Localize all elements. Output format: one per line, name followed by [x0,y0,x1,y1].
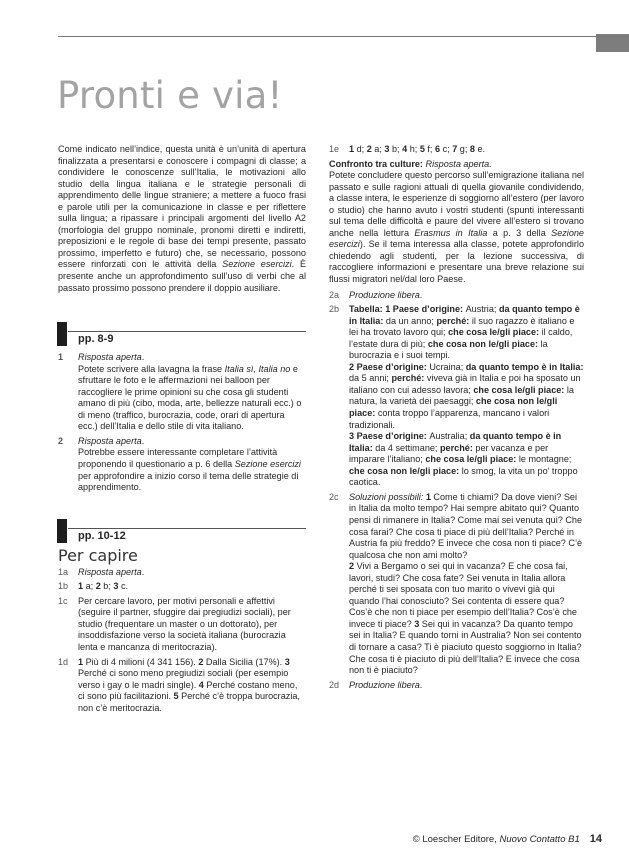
section-rule [68,528,306,529]
answer-row-2: 2 Paese d’origine: Ucraina; da quanto tempo è in Italia: da 5 anni; perché: viveva già in Italia e poi ha sposato un italiano con cui adesso lavora; che cosa le/gli piace: la natura, la varietà dei paesaggi; che cosa non le/gli piace: conta troppo l’apparenza, mancano i valori tradizionali. [349,361,584,430]
exercise-number: 2b [329,304,340,315]
page-footer: © Loescher Editore, Nuovo Contatto B1 14 [412,833,602,845]
exercise-2: 2 Risposta aperta. Potrebbe essere interessante completare l’attività proponendo il questionario a p. 6 della Sezione esercizi per approfondire a inizio corso il tema delle strategie di apprendimento. [58,435,301,493]
exercise-number: 2d [329,679,340,690]
page-title: Pronti e via! [57,74,283,117]
section-title-per-capire: Per capire [58,545,138,565]
exercise-1: 1 Risposta aperta. Potete scrivere alla lavagna la frase Italia sì, Italia no e sfruttare le foto e le affermazioni nei balloon per raccogliere le prime opinioni su che cosa gli studenti amano di più (cibo, moda, arte, bellezze naturali ecc.) o di meno (traffico, burocrazia, code, orari di apertura ecc.) dell’Italia e dello stile di vita italiano. [58,352,302,432]
page-number: 14 [589,833,602,845]
section-rule [68,331,306,332]
exercise-1a: 1a Risposta aperta. [58,566,145,577]
exercise-number: 1b [58,581,69,592]
section-header-pp-8-9 [58,322,306,346]
right-column [329,143,584,694]
page-range: pp. 8-9 [78,333,114,346]
exercise-2b [329,304,584,489]
exercise-1b: 1b 1 a; 2 b; 3 c. [58,581,129,592]
exercise-number: 1a [58,566,69,577]
exercise-1e: 1e 1 d; 2 a; 3 b; 4 h; 5 f; 6 c; 7 g; 8 e. [329,144,486,154]
section-marker [57,519,67,543]
answer-row-1: Tabella: 1 Paese d’origine: Austria; da quanto tempo è in Italia: da un anno; perché: il suo ragazzo è italiano e lei ha trovato lavoro qui; che cosa le/gli piace: il caldo, l’estate dura di più; che cosa non le/gli piace: la burocrazia e i suoi tempi. [349,304,580,361]
section-marker [57,322,67,346]
exercise-2d: 2d Produzione libera. [329,679,423,690]
exercise-1c: 1c Per cercare lavoro, per motivi personali e affettivi (seguire il partner, sfuggire dai pregiudizi sociali), per studio (frequentare un master o un dottorato), per insoddisfazione verso la società italiana (burocrazia lenta e mancanza di meritocrazia). [58,595,291,652]
exercise-number: 2 [58,435,64,446]
exercise-1d: 1d 1 Più di 4 milioni (4 341 156). 2 Dalla Sicilia (17%). 3 Perché ci sono meno pregiudizi sociali (per esempio verso i gay o le madri single). 4 Perché costano meno, ci sono più facilitazioni. 5 Perché c’è troppa burocrazia, non c’è meritocrazia. [58,656,300,713]
exercise-2c: 2c Soluzioni possibili: 1 Come ti chiami? Da dove vieni? Sei in Italia da molto tempo? Hai sempre abitato qui? Quanto pensi di rimanere in Italia? Come mai sei venuta qui? Che cosa farai? Che cosa ti piace di più dell’Italia? Perché in Austria fa più freddo? E invece che cosa non ti piace? C’è qualcosa che non ami molto? 2 Vivi a Bergamo o sei qui in vacanza? E che cosa fai, lavori, studi? Che cosa fate? Sei venuta in Italia allora perché ti sei sposata con tuo marito o vivevi già qui quando l’hai conosciuto? Sei contenta di essere qua? Cos’è che non ti piace per esempio dell’Italia? Cos’è che invece ti piace? 3 Sei qui in vacanza? Da quanto tempo sei in Italia? E quando torni in Australia? Non sei contento di tornare a casa? Ti è piaciuto questo soggiorno in Italia? Che cosa ti è piaciuto di più dell’Italia? E invece che cosa non ti è piaciuto? [329,491,583,676]
exercise-number: 1 [58,352,64,363]
page-range: pp. 10-12 [78,529,126,542]
left-column [58,144,306,717]
intro-paragraph: Come indicato nell’indice, questa unità è un’unità di apertura finalizzata a presentarsi e conoscere i compagni di classe; a condividere le conoscenze sull’Italia, le motivazioni allo studio della lingua italiana e le strategie personali di apprendimento delle lingue straniere; a mettere a fuoco frasi e parole utili per la comunicazione in classe e per riflettere sulla lingua; a ripassare i principali argomenti del livello A2 (morfologia del gruppo nominale, pronomi diretti e indiretti, preposizioni e le regole di base dei tempi presente, passato prossimo, imperfetto e futuro) che, se necessario, possono essere rinforzati con le attività della Sezione esercizi. È presente anche un approfondimento sull’uso di verbi che al passato prossimo possono prendere il doppio ausiliare. [58,144,307,293]
exercise-number: 2c [329,491,339,502]
exercise-number: 2a [329,289,340,300]
title-rule [58,36,629,37]
answer-row-3: 3 Paese d’origine: Australia; da quanto tempo è in Italia: da 4 settimane; perché: per vacanza e per imparare l’italiano; che cosa le/gli piace: le montagne; che cosa non le/gli piace: lo smog, la vita un po’ troppo caotica. [349,431,578,488]
section-header-pp-10-12 [58,519,306,543]
exercise-number: 1e [329,144,340,154]
exercise-2a: 2a Produzione libera. [329,289,423,300]
book-title: Nuovo Contatto B1 [499,834,580,845]
confronto-tra-culture: Confronto tra culture: Risposta aperta. Potete concludere questo percorso sull’emigrazione italiana nel passato e sulle ragioni attuali di quella giovanile condividendo, a classe intera, le esperienze di soggiorno all’estero (per lavoro o studio) che hanno avuto i vostri studenti (spunti interessanti sul tema delle difficoltà e paure del vivere all’estero si trovano anche nella lettura Erasmus in Italia a p. 3 della Sezione esercizi). Se il tema interessa alla classe, potete approfondirlo chiedendo agli studenti, per la lezione successiva, di raccogliere informazioni e presentare una breve relazione sui flussi migratori nel/dal loro Paese. [329,158,584,285]
exercise-number: 1c [58,595,68,606]
exercise-number: 1d [58,656,69,667]
